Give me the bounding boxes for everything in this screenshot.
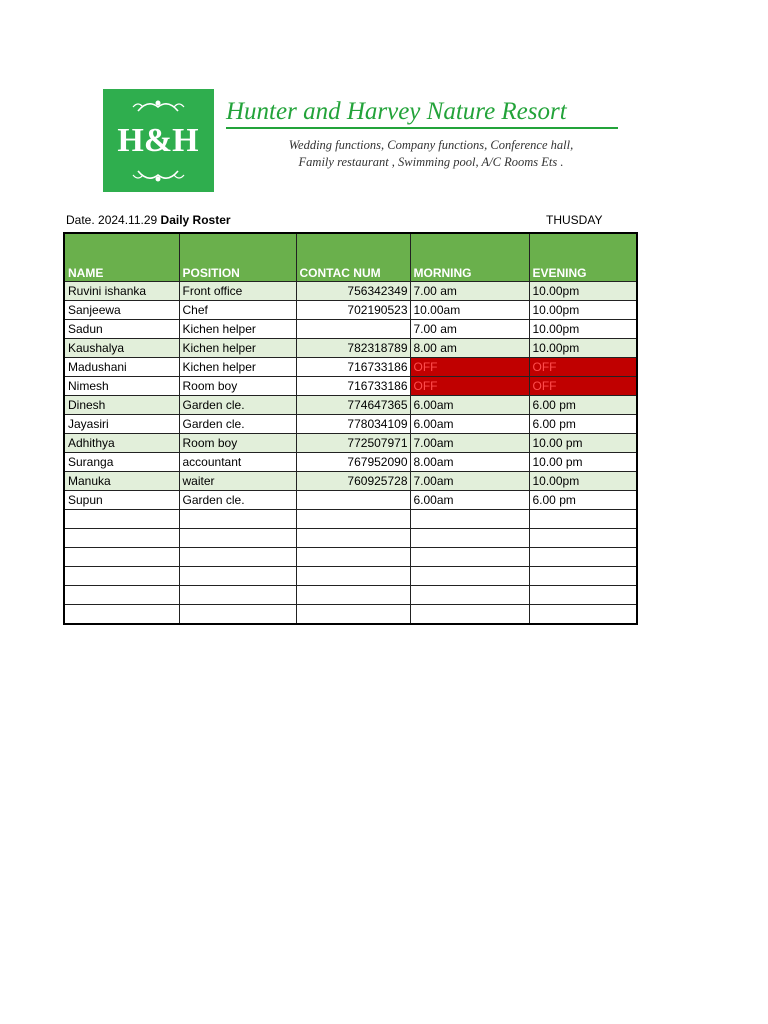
- logo-text: H&H: [117, 122, 199, 159]
- cell-name: Nimesh: [64, 377, 179, 396]
- roster-body: [64, 282, 637, 625]
- cell-morning: OFF: [410, 377, 529, 396]
- cell-contact: 772507971: [296, 434, 410, 453]
- empty-cell: [296, 586, 410, 605]
- empty-cell: [179, 548, 296, 567]
- cell-contact: 774647365: [296, 396, 410, 415]
- cell-name: Supun: [64, 491, 179, 510]
- roster-date: Date. 2024.11.29: [66, 213, 158, 227]
- empty-row: [64, 605, 637, 625]
- cell-morning: 8.00am: [410, 453, 529, 472]
- cell-evening: 10.00pm: [529, 301, 637, 320]
- cell-evening: 10.00pm: [529, 320, 637, 339]
- empty-row: [64, 548, 637, 567]
- cell-position: waiter: [179, 472, 296, 491]
- cell-morning: 7.00 am: [410, 320, 529, 339]
- empty-cell: [410, 605, 529, 625]
- empty-cell: [529, 605, 637, 625]
- empty-row: [64, 586, 637, 605]
- cell-contact: [296, 320, 410, 339]
- cell-morning: 7.00am: [410, 434, 529, 453]
- cell-name: Sanjeewa: [64, 301, 179, 320]
- cell-name: Ruvini ishanka: [64, 282, 179, 301]
- cell-name: Jayasiri: [64, 415, 179, 434]
- empty-row: [64, 529, 637, 548]
- cell-position: Kichen helper: [179, 339, 296, 358]
- empty-cell: [410, 548, 529, 567]
- column-header-morning: MORNING: [410, 233, 529, 282]
- table-row: [64, 358, 637, 377]
- tagline-line-1: Wedding functions, Company functions, Conference hall,: [288, 138, 574, 152]
- empty-cell: [529, 529, 637, 548]
- cell-name: Suranga: [64, 453, 179, 472]
- cell-morning: 6.00am: [410, 396, 529, 415]
- empty-cell: [410, 567, 529, 586]
- column-header-name: NAME: [64, 233, 179, 282]
- empty-cell: [179, 510, 296, 529]
- cell-name: Kaushalya: [64, 339, 179, 358]
- cell-position: Front office: [179, 282, 296, 301]
- table-row: [64, 491, 637, 510]
- roster-header-row: [64, 233, 637, 282]
- cell-morning: 10.00am: [410, 301, 529, 320]
- table-row: [64, 339, 637, 358]
- cell-evening: 10.00pm: [529, 282, 637, 301]
- empty-cell: [410, 510, 529, 529]
- cell-position: accountant: [179, 453, 296, 472]
- cell-name: Adhithya: [64, 434, 179, 453]
- table-row: [64, 320, 637, 339]
- cell-evening: 6.00 pm: [529, 491, 637, 510]
- empty-cell: [410, 586, 529, 605]
- cell-position: Chef: [179, 301, 296, 320]
- empty-cell: [64, 567, 179, 586]
- column-header-evening: EVENING: [529, 233, 637, 282]
- table-row: [64, 434, 637, 453]
- cell-morning: 6.00am: [410, 415, 529, 434]
- cell-position: Room boy: [179, 434, 296, 453]
- cell-contact: 760925728: [296, 472, 410, 491]
- roster-table: [63, 232, 638, 625]
- cell-evening: OFF: [529, 358, 637, 377]
- table-row: [64, 453, 637, 472]
- cell-morning: 7.00 am: [410, 282, 529, 301]
- cell-name: Sadun: [64, 320, 179, 339]
- resort-name-underline: [226, 127, 618, 129]
- cell-contact: 756342349: [296, 282, 410, 301]
- cell-name: Manuka: [64, 472, 179, 491]
- column-header-contact: CONTAC NUM: [296, 233, 410, 282]
- cell-position: Kichen helper: [179, 320, 296, 339]
- cell-evening: 10.00pm: [529, 339, 637, 358]
- cell-morning: OFF: [410, 358, 529, 377]
- cell-contact: 767952090: [296, 453, 410, 472]
- empty-cell: [296, 529, 410, 548]
- cell-contact: 782318789: [296, 339, 410, 358]
- empty-cell: [64, 586, 179, 605]
- empty-cell: [179, 605, 296, 625]
- empty-cell: [529, 586, 637, 605]
- cell-name: Dinesh: [64, 396, 179, 415]
- cell-contact: [296, 491, 410, 510]
- cell-morning: 6.00am: [410, 491, 529, 510]
- cell-position: Room boy: [179, 377, 296, 396]
- cell-position: Garden cle.: [179, 396, 296, 415]
- cell-position: Garden cle.: [179, 415, 296, 434]
- roster-day: THUSDAY: [546, 213, 603, 227]
- empty-cell: [64, 605, 179, 625]
- empty-cell: [529, 567, 637, 586]
- cell-evening: 6.00 pm: [529, 415, 637, 434]
- empty-cell: [296, 510, 410, 529]
- cell-contact: 702190523: [296, 301, 410, 320]
- tagline-line-2: Family restaurant , Swimming pool, A/C Rooms Ets .: [298, 155, 564, 169]
- roster-date-line: [66, 213, 231, 227]
- table-row: [64, 377, 637, 396]
- empty-cell: [529, 548, 637, 567]
- empty-row: [64, 510, 637, 529]
- cell-position: Kichen helper: [179, 358, 296, 377]
- empty-cell: [296, 548, 410, 567]
- logo-graphic: [103, 89, 214, 192]
- empty-cell: [296, 567, 410, 586]
- roster-title: Daily Roster: [160, 213, 231, 227]
- table-row: [64, 282, 637, 301]
- cell-contact: 778034109: [296, 415, 410, 434]
- empty-cell: [179, 586, 296, 605]
- table-row: [64, 472, 637, 491]
- cell-contact: 716733186: [296, 358, 410, 377]
- empty-cell: [64, 510, 179, 529]
- cell-evening: 10.00pm: [529, 472, 637, 491]
- cell-contact: 716733186: [296, 377, 410, 396]
- column-header-position: POSITION: [179, 233, 296, 282]
- cell-position: Garden cle.: [179, 491, 296, 510]
- empty-cell: [64, 548, 179, 567]
- cell-morning: 8.00 am: [410, 339, 529, 358]
- empty-cell: [179, 529, 296, 548]
- table-row: [64, 301, 637, 320]
- empty-cell: [64, 529, 179, 548]
- resort-name: Hunter and Harvey Nature Resort: [226, 98, 567, 125]
- cell-evening: OFF: [529, 377, 637, 396]
- empty-cell: [296, 605, 410, 625]
- empty-cell: [179, 567, 296, 586]
- table-row: [64, 396, 637, 415]
- cell-evening: 6.00 pm: [529, 396, 637, 415]
- cell-name: Madushani: [64, 358, 179, 377]
- empty-cell: [529, 510, 637, 529]
- empty-row: [64, 567, 637, 586]
- cell-evening: 10.00 pm: [529, 434, 637, 453]
- cell-evening: 10.00 pm: [529, 453, 637, 472]
- table-row: [64, 415, 637, 434]
- resort-logo: [103, 89, 214, 192]
- empty-cell: [410, 529, 529, 548]
- cell-morning: 7.00am: [410, 472, 529, 491]
